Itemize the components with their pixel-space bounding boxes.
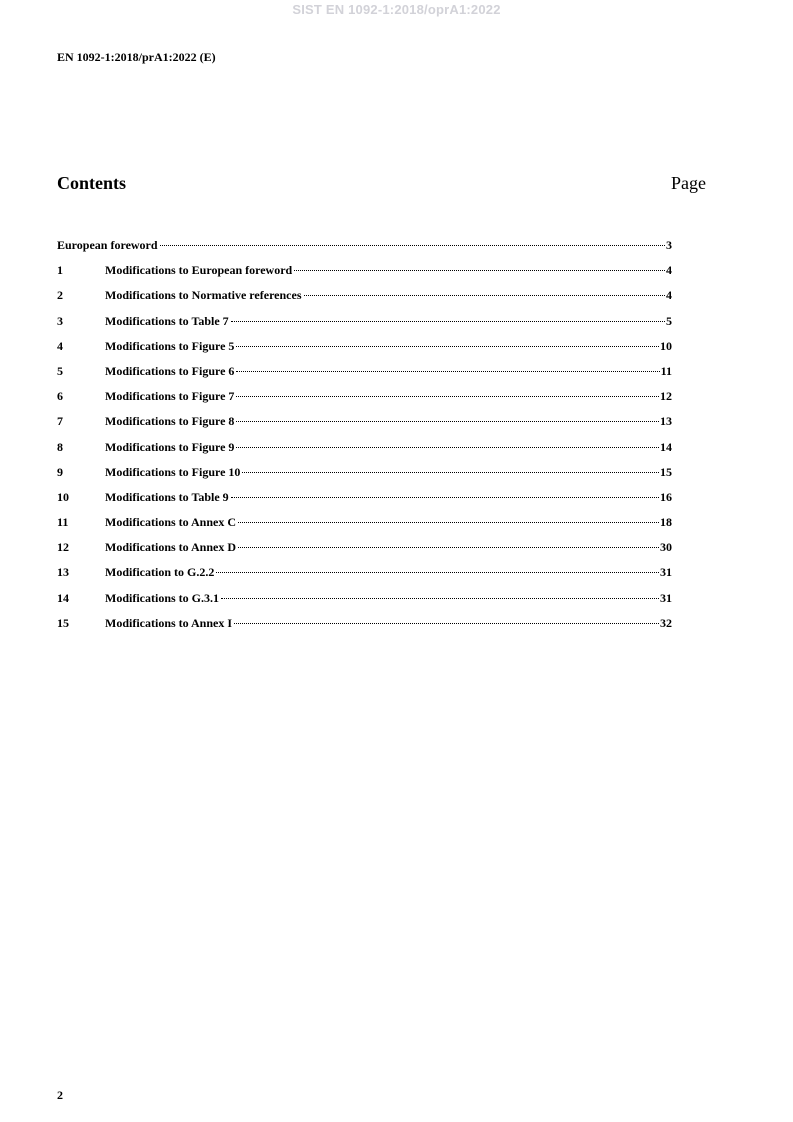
toc-entry-number: 15 bbox=[57, 615, 69, 630]
toc-dot-leader bbox=[234, 623, 659, 624]
toc-entry-number: 5 bbox=[57, 363, 63, 378]
watermark: SIST EN 1092-1:2018/oprA1:2022 bbox=[292, 2, 501, 17]
toc-dot-leader bbox=[236, 421, 659, 422]
toc-entry-title[interactable]: Modifications to Figure 10 bbox=[105, 464, 241, 479]
toc-entry[interactable] bbox=[57, 288, 672, 313]
toc-entry-page[interactable]: 31 bbox=[660, 565, 672, 580]
toc-entry-page[interactable]: 4 bbox=[666, 263, 672, 278]
toc-entry-title[interactable]: Modifications to Annex D bbox=[105, 540, 237, 555]
toc-entry[interactable] bbox=[57, 314, 672, 339]
toc-entry-number: 14 bbox=[57, 590, 69, 605]
toc-entry-page[interactable]: 14 bbox=[660, 439, 672, 454]
toc-dot-leader bbox=[238, 522, 659, 523]
toc-entry[interactable] bbox=[57, 238, 672, 263]
toc-entry-number: 1 bbox=[57, 263, 63, 278]
toc-dot-leader bbox=[231, 497, 659, 498]
toc-entry-page[interactable]: 4 bbox=[666, 288, 672, 303]
toc-dot-leader bbox=[238, 547, 659, 548]
toc-entry[interactable] bbox=[57, 515, 672, 540]
toc-dot-leader bbox=[231, 321, 665, 322]
table-of-contents bbox=[57, 238, 672, 641]
toc-dot-leader bbox=[304, 295, 666, 296]
toc-entry[interactable] bbox=[57, 389, 672, 414]
toc-entry-page[interactable]: 32 bbox=[660, 615, 672, 630]
toc-entry-number: 13 bbox=[57, 565, 69, 580]
toc-entry[interactable] bbox=[57, 490, 672, 515]
toc-entry-number: 12 bbox=[57, 540, 69, 555]
toc-entry-page[interactable]: 3 bbox=[666, 238, 672, 252]
toc-entry[interactable] bbox=[57, 414, 672, 439]
toc-entry-page[interactable]: 31 bbox=[660, 590, 672, 605]
toc-entry-page[interactable]: 18 bbox=[660, 515, 672, 530]
toc-entry-title[interactable]: Modifications to Table 9 bbox=[105, 489, 229, 504]
toc-entry-title[interactable]: Modifications to Annex I bbox=[105, 615, 233, 630]
toc-entry-title[interactable]: Modifications to Annex C bbox=[105, 515, 237, 530]
toc-entry-title[interactable]: Modifications to Figure 9 bbox=[105, 439, 235, 454]
toc-entry-title[interactable]: Modifications to G.3.1 bbox=[105, 590, 219, 605]
toc-entry[interactable] bbox=[57, 263, 672, 288]
contents-title: Contents bbox=[57, 173, 127, 193]
toc-entry-title[interactable]: Modifications to Table 7 bbox=[105, 313, 229, 328]
toc-entry-number: 7 bbox=[57, 414, 63, 429]
toc-entry-title[interactable]: Modifications to Normative references bbox=[105, 288, 302, 303]
toc-entry[interactable] bbox=[57, 591, 672, 616]
toc-entry-number: 8 bbox=[57, 439, 63, 454]
toc-entry[interactable] bbox=[57, 339, 672, 364]
toc-entry-page[interactable]: 15 bbox=[660, 464, 672, 479]
toc-entry-number: 3 bbox=[57, 313, 63, 328]
toc-entry-page[interactable]: 11 bbox=[660, 363, 672, 378]
toc-entry[interactable] bbox=[57, 616, 672, 641]
toc-dot-leader bbox=[236, 396, 659, 397]
toc-entry-title[interactable]: Modifications to Figure 5 bbox=[105, 338, 235, 353]
toc-dot-leader bbox=[242, 472, 659, 473]
toc-entry-number: 10 bbox=[57, 489, 69, 504]
toc-entry-title[interactable]: Modification to G.2.2 bbox=[105, 565, 215, 580]
toc-entry-number: 2 bbox=[57, 288, 63, 303]
toc-dot-leader bbox=[216, 572, 659, 573]
toc-entry-title[interactable]: Modifications to Figure 6 bbox=[105, 363, 235, 378]
toc-entry-number: 11 bbox=[57, 515, 69, 530]
page-column-label: Page bbox=[671, 173, 706, 193]
document-reference: EN 1092-1:2018/prA1:2022 (E) bbox=[57, 50, 216, 64]
toc-entry[interactable] bbox=[57, 540, 672, 565]
toc-entry[interactable] bbox=[57, 465, 672, 490]
toc-entry-title[interactable]: Modifications to Figure 8 bbox=[105, 414, 235, 429]
toc-dot-leader bbox=[236, 371, 659, 372]
toc-entry-title[interactable]: European foreword bbox=[57, 238, 158, 252]
toc-dot-leader bbox=[294, 270, 665, 271]
toc-entry-title[interactable]: Modifications to European foreword bbox=[105, 263, 293, 278]
toc-entry-number: 6 bbox=[57, 389, 63, 404]
toc-entry-page[interactable]: 13 bbox=[660, 414, 672, 429]
toc-dot-leader bbox=[221, 598, 659, 599]
toc-entry-page[interactable]: 12 bbox=[660, 389, 672, 404]
toc-entry-page[interactable]: 5 bbox=[666, 313, 672, 328]
toc-entry-number: 4 bbox=[57, 338, 63, 353]
page-number: 2 bbox=[57, 1088, 63, 1102]
toc-entry-number: 9 bbox=[57, 464, 63, 479]
toc-entry-page[interactable]: 10 bbox=[660, 338, 672, 353]
toc-dot-leader bbox=[236, 447, 659, 448]
toc-entry[interactable] bbox=[57, 565, 672, 590]
toc-dot-leader bbox=[160, 245, 665, 246]
toc-entry-title[interactable]: Modifications to Figure 7 bbox=[105, 389, 235, 404]
toc-entry[interactable] bbox=[57, 440, 672, 465]
toc-dot-leader bbox=[236, 346, 659, 347]
toc-entry-page[interactable]: 16 bbox=[660, 489, 672, 504]
toc-entry-page[interactable]: 30 bbox=[660, 540, 672, 555]
toc-entry[interactable] bbox=[57, 364, 672, 389]
